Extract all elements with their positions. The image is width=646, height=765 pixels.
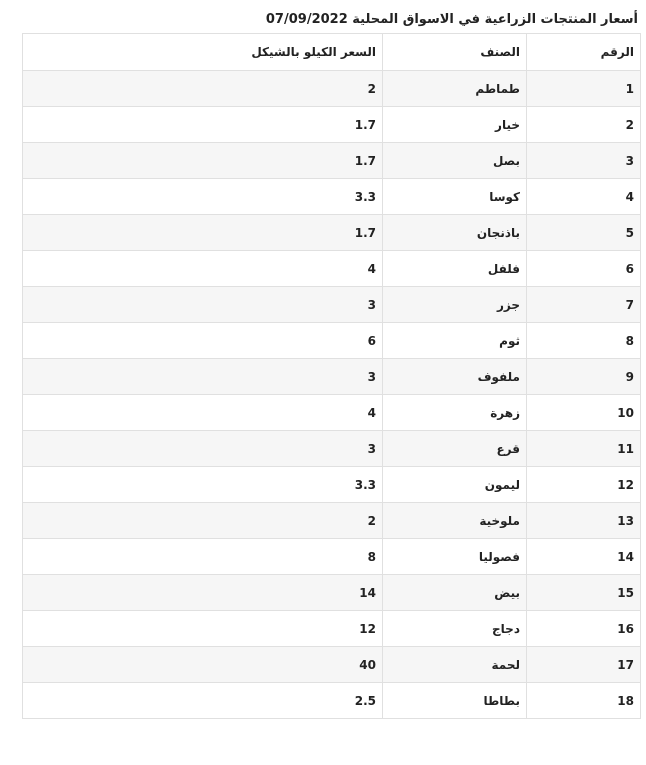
- cell-price: 2.5: [23, 683, 383, 719]
- cell-price: 4: [23, 395, 383, 431]
- table-row: [23, 71, 641, 107]
- table-row: [23, 323, 641, 359]
- cell-item: بصل: [383, 143, 527, 179]
- cell-number: 11: [527, 431, 641, 467]
- table-row: [23, 431, 641, 467]
- cell-item: زهرة: [383, 395, 527, 431]
- cell-price: 4: [23, 251, 383, 287]
- cell-number: 3: [527, 143, 641, 179]
- table-row: [23, 611, 641, 647]
- cell-item: دجاج: [383, 611, 527, 647]
- header-item: الصنف: [383, 34, 527, 71]
- cell-item: ليمون: [383, 467, 527, 503]
- cell-number: 12: [527, 467, 641, 503]
- table-row: [23, 503, 641, 539]
- cell-number: 2: [527, 107, 641, 143]
- cell-price: 2: [23, 71, 383, 107]
- table-row: [23, 179, 641, 215]
- cell-price: 40: [23, 647, 383, 683]
- cell-price: 12: [23, 611, 383, 647]
- table-row: [23, 143, 641, 179]
- cell-price: 8: [23, 539, 383, 575]
- price-table: [22, 33, 641, 719]
- cell-item: طماطم: [383, 71, 527, 107]
- table-row: [23, 107, 641, 143]
- cell-number: 6: [527, 251, 641, 287]
- cell-item: بطاطا: [383, 683, 527, 719]
- table-row: [23, 575, 641, 611]
- cell-price: 3.3: [23, 467, 383, 503]
- table-body: [23, 71, 641, 719]
- cell-number: 5: [527, 215, 641, 251]
- cell-number: 14: [527, 539, 641, 575]
- cell-item: ثوم: [383, 323, 527, 359]
- cell-item: كوسا: [383, 179, 527, 215]
- cell-item: قرع: [383, 431, 527, 467]
- cell-number: 7: [527, 287, 641, 323]
- table-row: [23, 395, 641, 431]
- cell-number: 17: [527, 647, 641, 683]
- cell-item: باذنجان: [383, 215, 527, 251]
- table-row: [23, 215, 641, 251]
- table-row: [23, 287, 641, 323]
- cell-item: ملفوف: [383, 359, 527, 395]
- cell-number: 1: [527, 71, 641, 107]
- cell-number: 10: [527, 395, 641, 431]
- header-number: الرقم: [527, 34, 641, 71]
- cell-item: ملوخية: [383, 503, 527, 539]
- cell-price: 3: [23, 359, 383, 395]
- cell-price: 1.7: [23, 107, 383, 143]
- table-row: [23, 251, 641, 287]
- table-caption: أسعار المنتجات الزراعية في الاسواق المحلية 07/09/2022: [265, 12, 638, 27]
- cell-item: بيض: [383, 575, 527, 611]
- cell-number: 8: [527, 323, 641, 359]
- table-row: [23, 647, 641, 683]
- table-header: [23, 34, 641, 71]
- cell-price: 6: [23, 323, 383, 359]
- cell-item: خيار: [383, 107, 527, 143]
- cell-number: 4: [527, 179, 641, 215]
- table-row: [23, 683, 641, 719]
- cell-number: 16: [527, 611, 641, 647]
- cell-number: 9: [527, 359, 641, 395]
- header-row: [23, 34, 641, 71]
- cell-item: فصوليا: [383, 539, 527, 575]
- cell-price: 3: [23, 287, 383, 323]
- cell-number: 15: [527, 575, 641, 611]
- cell-price: 14: [23, 575, 383, 611]
- cell-item: فلفل: [383, 251, 527, 287]
- cell-item: لحمة: [383, 647, 527, 683]
- table-row: [23, 539, 641, 575]
- header-price: السعر الكيلو بالشيكل: [23, 34, 383, 71]
- cell-number: 13: [527, 503, 641, 539]
- cell-item: جزر: [383, 287, 527, 323]
- cell-price: 2: [23, 503, 383, 539]
- cell-number: 18: [527, 683, 641, 719]
- cell-price: 3: [23, 431, 383, 467]
- cell-price: 1.7: [23, 143, 383, 179]
- cell-price: 3.3: [23, 179, 383, 215]
- table-row: [23, 467, 641, 503]
- table-row: [23, 359, 641, 395]
- cell-price: 1.7: [23, 215, 383, 251]
